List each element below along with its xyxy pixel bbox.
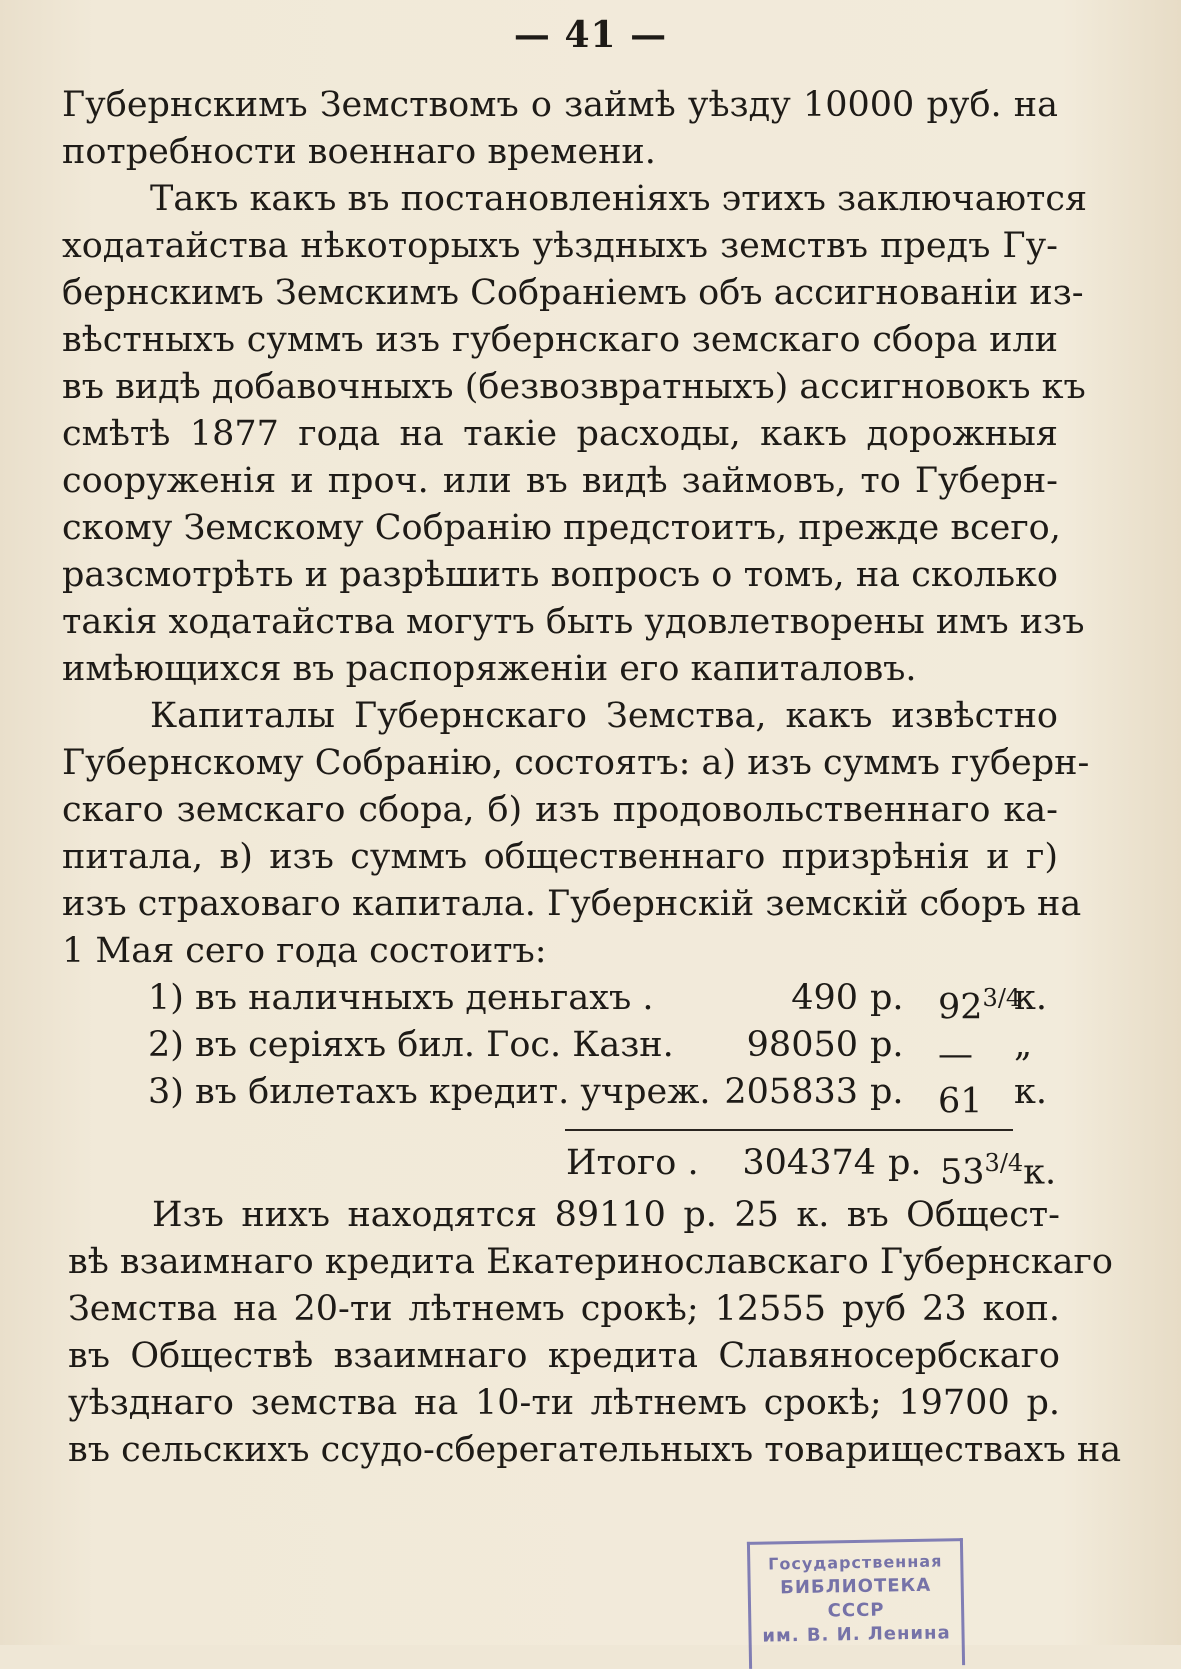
text-line: бернскимъ Земскимъ Собраніемъ объ ассигнованіи из- <box>62 273 1084 313</box>
text-line: потребности военнаго времени. <box>62 132 656 172</box>
kop-value: 61 <box>938 1081 983 1122</box>
list-item-currency: р. <box>870 1072 904 1112</box>
text-line: Губернскому Собранію, состоятъ: а) изъ суммъ губерн- <box>62 743 1090 783</box>
paragraph-1 <box>62 82 1058 176</box>
text-line: такія ходатайства могутъ быть удовлетворены имъ изъ <box>62 602 1085 642</box>
main-text-continued <box>68 1192 1122 1474</box>
list-item-label: 2) въ серіяхъ бил. Гос. Казн. <box>148 1025 674 1065</box>
page-number: — 41 — <box>513 14 668 56</box>
list-item-currency: р. <box>870 978 904 1018</box>
main-text <box>62 82 1090 975</box>
list-item <box>148 1069 1060 1122</box>
text-line: въ сельскихъ ссудо-сберегательныхъ товариществахъ на <box>68 1430 1122 1470</box>
list-item-amount: 98050 <box>746 1025 858 1065</box>
text-line: въ Обществѣ взаимнаго кредита Славяносербскаго <box>68 1336 1060 1376</box>
text-line: разсмотрѣть и разрѣшить вопросъ о томъ, на сколько <box>62 555 1058 595</box>
paragraph-4 <box>68 1192 1122 1474</box>
library-stamp <box>747 1538 965 1669</box>
text-line: питала, в) изъ суммъ общественнаго призрѣнія и г) <box>62 837 1058 877</box>
list-item-amount: 490 <box>791 978 858 1018</box>
kop-fraction: 3/4 <box>984 1149 1024 1177</box>
text-line: скому Земскому Собранію предстоитъ, прежде всего, <box>62 508 1061 548</box>
list-item-amount: 205833 <box>724 1072 858 1112</box>
list-item-currency: р. <box>870 1025 904 1065</box>
kop-fraction: 3/4 <box>982 984 1022 1012</box>
text-line: Земства на 20-ти лѣтнемъ срокѣ; 12555 руб 23 коп. <box>68 1289 1060 1329</box>
kop-value: — <box>938 1034 973 1075</box>
text-line: вѣ взаимнаго кредита Екатеринославскаго Губернскаго <box>68 1242 1113 1282</box>
list-item-unit: к. <box>1014 1072 1048 1112</box>
total-amount: 304374 <box>742 1143 876 1183</box>
stamp-line: БИБЛИОТЕКА <box>780 1574 932 1599</box>
list-item <box>148 1022 1060 1075</box>
text-line: уѣзднаго земства на 10-ти лѣтнемъ срокѣ; 19700 р. <box>68 1383 1060 1423</box>
total-label: Итого . <box>566 1143 699 1183</box>
total-currency: р. <box>888 1143 922 1183</box>
stamp-line: Государственная <box>768 1551 943 1574</box>
kop-value: 92 <box>938 987 983 1028</box>
text-line: имѣющихся въ распоряженіи его капиталовъ. <box>62 649 917 689</box>
list-item-label: 3) въ билетахъ кредит. учреж. <box>148 1072 711 1112</box>
list-item <box>148 975 1060 1028</box>
text-line: сооруженія и проч. или въ видѣ займовъ, то Губерн- <box>62 461 1058 501</box>
stamp-line: СССР <box>827 1599 885 1622</box>
list-item-label: 1) въ наличныхъ деньгахъ . <box>148 978 654 1018</box>
list-item-unit: „ <box>1014 1025 1033 1065</box>
text-line: скаго земскаго сбора, б) изъ продовольственнаго ка- <box>62 790 1058 830</box>
total-line <box>566 1140 1066 1193</box>
text-line: вѣстныхъ суммъ изъ губернскаго земскаго сбора или <box>62 320 1058 360</box>
total-unit: к. <box>1023 1152 1057 1193</box>
list-item-unit: к. <box>1014 978 1048 1018</box>
text-line: ходатайства нѣкоторыхъ уѣздныхъ земствъ предъ Гу- <box>62 226 1058 266</box>
text-line: Капиталы Губернскаго Земства, какъ извѣстно <box>150 696 1058 736</box>
text-line: 1 Мая сего года состоитъ: <box>62 931 547 971</box>
text-line: Губернскимъ Земствомъ о займѣ уѣзду 10000 руб. на <box>62 85 1058 125</box>
text-line: Такъ какъ въ постановленіяхъ этихъ заключаются <box>150 179 1088 219</box>
sum-divider <box>565 1129 1013 1131</box>
text-line: Изъ нихъ находятся 89110 р. 25 к. въ Общест- <box>152 1195 1060 1235</box>
paragraph-2 <box>62 176 1088 693</box>
paragraph-3 <box>62 693 1090 975</box>
text-line: изъ страховаго капитала. Губернскій земскій сборъ на <box>62 884 1082 924</box>
list-item-kop <box>938 1069 983 1126</box>
text-line: въ видѣ добавочныхъ (безвозвратныхъ) ассигновокъ къ <box>62 367 1086 407</box>
stamp-line: им. В. И. Ленина <box>762 1622 951 1647</box>
kop-value: 53 <box>940 1152 985 1193</box>
total-kop <box>940 1140 1056 1197</box>
text-line: смѣтѣ 1877 года на такіе расходы, какъ дорожныя <box>62 414 1058 454</box>
